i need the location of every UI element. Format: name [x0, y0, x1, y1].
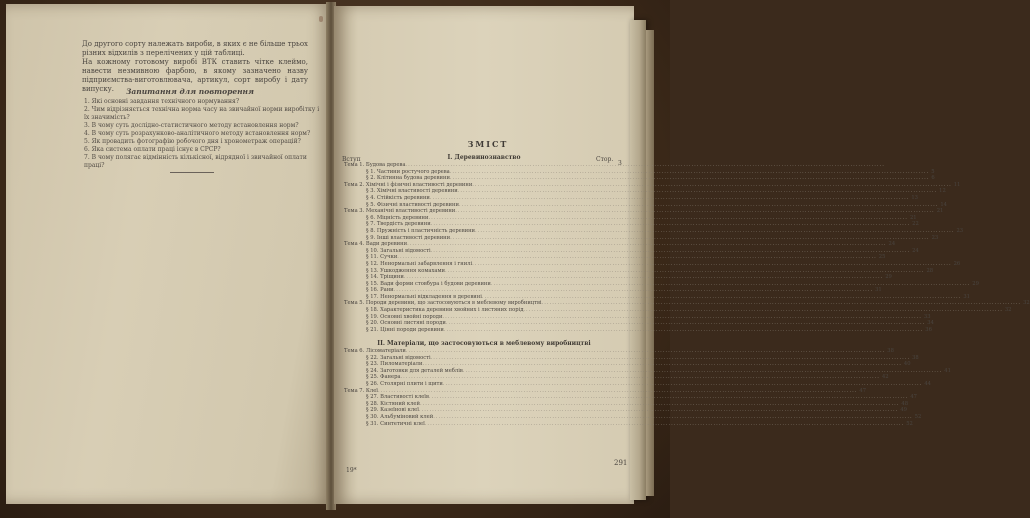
toc-leader-dots — [491, 281, 970, 288]
toc-leader-dots — [431, 248, 910, 255]
toc-entry-page: 31 — [875, 287, 882, 294]
toc-entry-label: § 13. Ушкодження комахами — [366, 267, 445, 274]
toc-leader-dots — [394, 287, 873, 294]
toc-leader-dots — [442, 314, 921, 321]
toc-entry-page: 26 — [953, 260, 961, 267]
toc-leader-dots — [420, 401, 899, 408]
toc-entry-label: § 29. Казеїнові клеї — [366, 407, 419, 414]
question-item: 4. В чому суть розрахунково-аналітичного методу встановлення норм? — [84, 130, 311, 137]
page-column-label: Стор. — [596, 156, 614, 163]
toc-entry-label: § 5. Фізичні властивості деревини — [366, 201, 459, 208]
toc-entry-label: § 1. Частини ростучого дерева — [366, 168, 450, 175]
toc-entry-label: Тема 3. Механічні властивості деревини — [344, 208, 456, 215]
toc-entry-page: 40 — [903, 361, 911, 368]
toc-part-2 — [344, 348, 951, 427]
review-questions-list — [84, 98, 324, 170]
toc-entry-label: § 15. Вади форми стовбура і будови деревини — [366, 280, 491, 287]
toc-entry-page: 29 — [972, 280, 979, 287]
toc-entry-label: Тема 6. Лісоматеріали — [344, 348, 406, 354]
toc-entry-page: 34 — [927, 320, 934, 327]
divider — [170, 172, 214, 173]
toc-entry-label: Тема 1. Будова дерева — [344, 162, 406, 168]
toc-entry-label: § 19. Основні хвойні породи — [366, 313, 443, 320]
intro-label: Вступ — [342, 156, 361, 163]
toc-topic-entry — [344, 208, 944, 215]
toc-entry-page: 31 — [963, 293, 970, 300]
question-item: 3. В чому суть дослідно-статистичного методу встановлення норм? — [84, 122, 299, 129]
toc-leader-dots — [450, 169, 929, 176]
toc-topic-entry — [344, 181, 961, 189]
toc-entry-label: § 20. Основні листяні породи — [366, 320, 446, 327]
toc-entry-label: § 22. Загальні відомості — [366, 354, 431, 361]
page-number: 291 — [614, 459, 628, 467]
toc-leader-dots — [463, 368, 942, 375]
toc-entry-page: 49 — [900, 407, 907, 414]
question-item: 7. В чому полягає відмінність кількісної, відрядної і звичайної оплати праці? — [84, 154, 307, 169]
toc-entry-page: 28 — [926, 267, 934, 274]
toc-section-entry — [344, 260, 961, 268]
toc-topic-entry — [344, 162, 626, 169]
part-2-heading: II. Матеріали, що застосовуються в меблевому виробництві — [377, 340, 591, 347]
toc-leader-dots — [431, 221, 910, 228]
toc-entry-label: § 16. Рани — [366, 287, 394, 294]
toc-topic-entry — [344, 241, 896, 248]
toc-leader-dots — [433, 414, 912, 421]
toc-section-entry — [344, 267, 934, 275]
toc-entry-label: § 27. Властивості клеїв — [366, 394, 429, 401]
toc-section-entry — [344, 287, 882, 294]
toc-section-entry — [344, 221, 919, 228]
toc-entry-label: Тема 2. Хімічні і фізичні властивості деревини — [344, 181, 473, 188]
toc-leader-dots — [378, 388, 857, 395]
toc-entry-label: § 10. Загальні відомості — [366, 247, 431, 254]
toc-entry-label: § 11. Сучки — [366, 254, 398, 261]
question-item: 1. Які основні завдання технічного нормування? — [84, 98, 240, 105]
toc-leader-dots — [400, 374, 879, 381]
toc-entry-page: 24 — [888, 241, 896, 248]
toc-section-entry — [344, 367, 951, 375]
toc-entry-page: 32 — [1023, 300, 1030, 307]
toc-leader-dots — [431, 355, 910, 362]
review-questions-heading: Запитання для повторення — [125, 87, 254, 96]
toc-section-entry — [344, 194, 918, 202]
toc-part-1 — [344, 162, 1030, 333]
toc-section-entry — [344, 234, 939, 242]
toc-entry-page: 23 — [956, 227, 964, 234]
toc-leader-dots — [425, 421, 904, 428]
toc-entry-page: 22 — [912, 221, 919, 228]
toc-entry-page: 6 — [931, 175, 935, 182]
toc-section-entry — [344, 407, 907, 414]
toc-entry-page: 23 — [931, 234, 939, 241]
toc-leader-dots — [459, 202, 938, 209]
toc-entry-label: Тема 4. Вади деревини — [344, 241, 408, 248]
toc-leader-dots — [455, 208, 934, 215]
toc-section-entry — [344, 201, 947, 209]
toc-section-entry — [344, 354, 919, 362]
toc-leader-dots — [407, 241, 886, 248]
toc-section-entry — [344, 394, 917, 401]
toc-entry-page: 11 — [953, 181, 961, 188]
toc-section-entry — [344, 188, 946, 195]
toc-entry-label: § 26. Столярні плити і щити — [366, 380, 443, 387]
toc-leader-dots — [429, 394, 908, 401]
toc-entry-label: § 24. Заготовки для деталей меблів — [366, 367, 463, 374]
toc-entry-page: 14 — [940, 201, 947, 208]
toc-entry-label: § 3. Хімічні властивості деревини — [366, 188, 458, 195]
toc-leader-dots — [542, 300, 1021, 307]
toc-entry-page: 52 — [906, 420, 913, 427]
toc-section-entry — [344, 175, 935, 182]
toc-leader-dots — [472, 182, 951, 189]
left-paragraph-1: До другого сорту належать вироби, в яких є не більше трьох різних відхилів з перелічених у цій таблиці. — [82, 40, 308, 57]
toc-entry-page: 38 — [912, 354, 919, 361]
toc-entry-page: 42 — [881, 374, 889, 381]
toc-entry-page: 29 — [885, 274, 892, 281]
toc-leader-dots — [443, 381, 922, 388]
toc-entry-label: § 7. Твердість деревини — [366, 221, 431, 228]
toc-entry-label: § 28. Кістяний клей — [366, 400, 420, 407]
question-item: 6. Яка система оплати праці існує в СРСР? — [84, 146, 221, 153]
toc-section-entry — [344, 320, 934, 327]
toc-leader-dots — [428, 215, 907, 222]
toc-leader-dots — [523, 307, 1002, 314]
toc-leader-dots — [445, 268, 924, 275]
toc-section-entry — [344, 247, 919, 255]
toc-entry-label: § 2. Клітинна будова деревини — [366, 175, 450, 182]
toc-section-entry — [344, 413, 922, 421]
toc-section-entry — [344, 400, 909, 408]
toc-entry-label: § 21. Цінні породи деревини — [366, 326, 444, 333]
signature-mark: 19* — [346, 467, 357, 474]
toc-leader-dots — [430, 195, 909, 202]
part-1-heading: I. Деревинознавство — [447, 154, 521, 161]
toc-entry-page: 21 — [909, 214, 917, 221]
toc-leader-dots — [406, 348, 885, 355]
toc-leader-dots — [482, 294, 961, 301]
toc-entry-page: 5 — [931, 168, 935, 175]
toc-section-entry — [344, 361, 911, 368]
toc-entry-page: 41 — [944, 367, 951, 374]
toc-leader-dots — [458, 188, 937, 195]
toc-entry-label: § 6. Міцність деревини — [366, 214, 429, 221]
toc-section-entry — [344, 326, 932, 334]
toc-entry-label: § 12. Ненормальні забарвлення і гнилі — [366, 260, 473, 267]
toc-entry-label: § 31. Синтетичні клеї — [366, 420, 425, 427]
toc-entry-label: § 25. Фанера — [366, 374, 401, 381]
toc-entry-label: Тема 5. Породи деревини, що застосовуються в меблевому виробництві — [344, 300, 542, 307]
toc-section-entry — [344, 280, 979, 288]
toc-entry-label: Тема 7. Клеї — [344, 387, 378, 394]
toc-entry-label: § 9. Інші властивості деревини — [366, 234, 451, 241]
toc-section-entry — [344, 420, 913, 428]
toc-entry-label: § 8. Пружність і пластичність деревини — [366, 227, 476, 234]
toc-entry-label: § 18. Характеристика деревини хвойних і листяних порід — [366, 307, 524, 314]
toc-leader-dots — [444, 327, 923, 334]
toc-entry-page: 52 — [914, 413, 922, 420]
toc-entry-page: 47 — [859, 387, 867, 394]
toc-entry-label: § 23. Пиломатеріали — [366, 361, 423, 368]
toc-leader-dots — [397, 254, 876, 261]
toc-leader-dots — [404, 274, 883, 281]
toc-leader-dots — [419, 407, 898, 414]
toc-leader-dots — [446, 320, 925, 327]
toc-entry-page: 47 — [910, 394, 917, 401]
toc-topic-entry — [344, 300, 1030, 307]
toc-entry-label: § 17. Ненормальні відкладення в деревині — [366, 293, 482, 300]
toc-entry-label: § 14. Тріщини — [366, 274, 404, 281]
toc-entry-label: § 4. Стійкість деревини — [366, 194, 430, 201]
toc-topic-entry — [344, 387, 867, 395]
toc-leader-dots — [472, 261, 951, 268]
toc-topic-entry — [344, 348, 894, 355]
toc-entry-page: 13 — [911, 194, 918, 201]
toc-entry-page: 21 — [936, 208, 944, 215]
left-paragraph-2: На кожному готовому виробі ВТК ставить чітке клеймо, навести незмивною фарбою, в якому зазначено назву підприємства-виготовлювача, артикул, сорт виробу і дату випуску. — [82, 58, 308, 93]
toc-entry-page: 44 — [924, 380, 931, 387]
toc-section-entry — [344, 374, 889, 381]
toc-entry-page: 32 — [1004, 307, 1012, 314]
toc-leader-dots — [450, 235, 929, 242]
toc-entry-page — [885, 162, 887, 169]
intro-page-number: 3 — [618, 160, 622, 167]
toc-leader-dots — [450, 175, 929, 182]
question-item: 2. Чим відрізняється технічна норма часу на звичайної норми виробітку і їх значимість? — [84, 106, 320, 121]
toc-section-entry — [344, 227, 964, 235]
toc-entry-page: 33 — [923, 313, 931, 320]
ink-spot — [319, 16, 323, 22]
question-item: 5. Як провадить фотографію робочого дня і хронометраж операцій? — [84, 138, 301, 145]
toc-entry-page: 12 — [939, 188, 946, 195]
toc-entry-page: 38 — [887, 348, 894, 354]
contents-title: ЗМІСТ — [467, 139, 509, 149]
toc-leader-dots — [422, 361, 901, 368]
toc-section-entry — [344, 313, 931, 321]
toc-entry-page: 25 — [878, 254, 886, 261]
toc-entry-label: § 30. Альбуміновий клей — [366, 413, 434, 420]
toc-section-entry — [344, 274, 892, 281]
toc-section-entry — [344, 307, 1012, 314]
toc-section-entry — [344, 380, 931, 388]
toc-section-entry — [344, 214, 917, 222]
toc-section-entry — [344, 254, 886, 261]
toc-entry-page: 24 — [912, 247, 919, 254]
toc-entry-page: 36 — [925, 326, 932, 333]
toc-leader-dots — [475, 228, 954, 235]
toc-leader-dots — [405, 162, 884, 169]
toc-entry-page: 48 — [901, 400, 909, 407]
